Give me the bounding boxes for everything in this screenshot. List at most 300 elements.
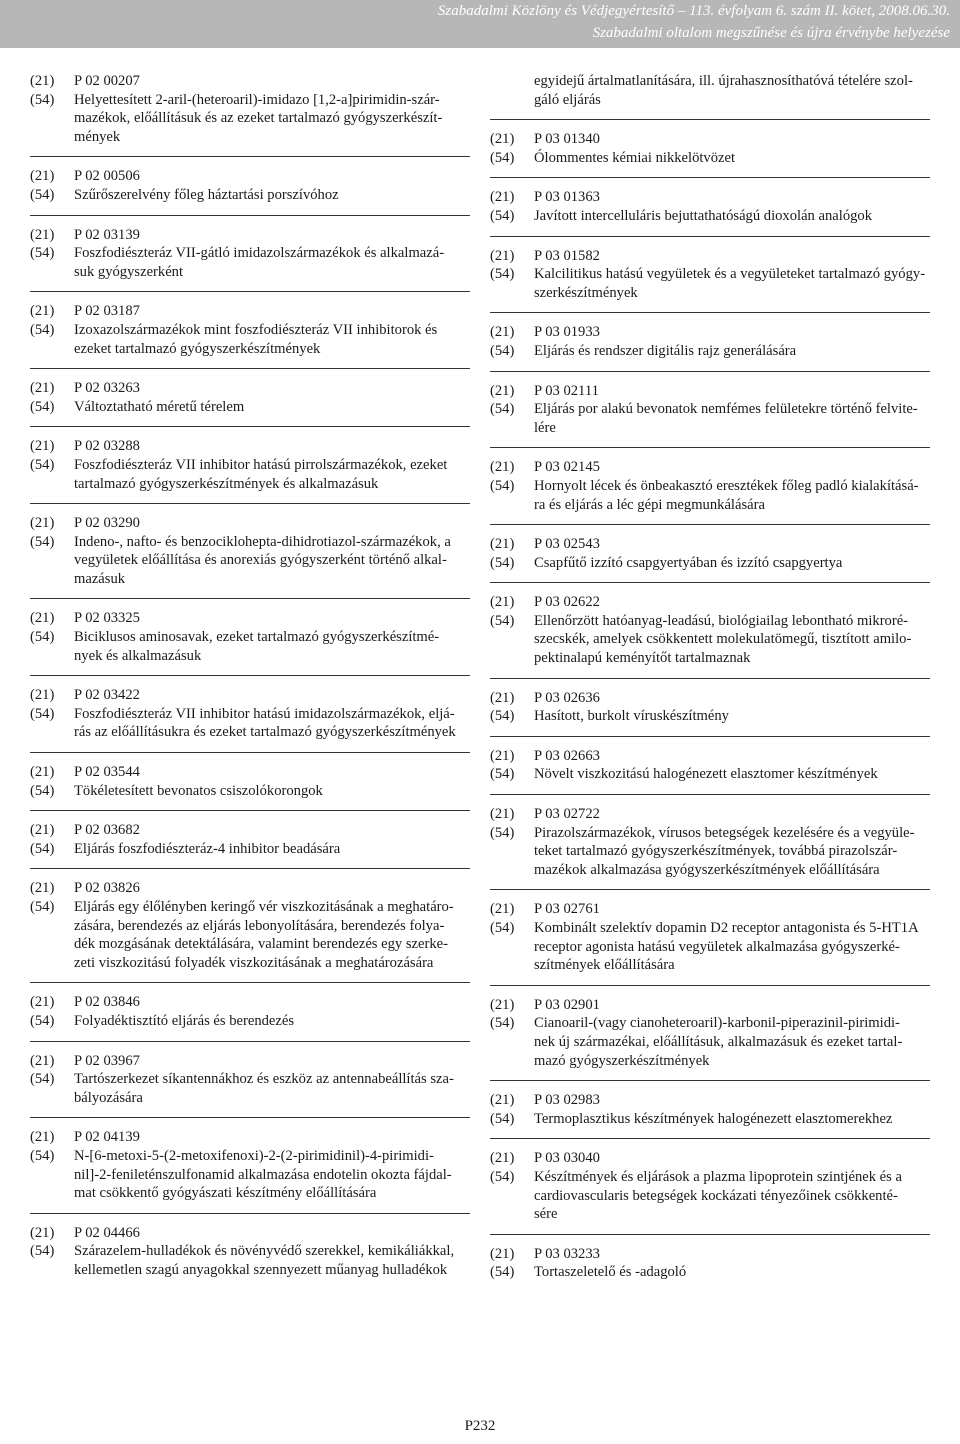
entry-line [30,533,470,552]
field-text: lére [534,419,556,436]
patent-entry [30,167,470,204]
entry-line [490,824,930,843]
entry-line [490,323,930,342]
entry-line [490,1205,930,1224]
entry-line [30,1128,470,1147]
entry-line [490,630,930,649]
field-text: Indeno-, nafto- és benzociklohepta-dihidrotiazol-származékok, a [74,533,451,550]
field-text: P 03 02543 [534,536,600,553]
field-code: (54) [30,245,55,262]
field-code: (21) [30,1129,55,1146]
field-code: (54) [30,1243,55,1260]
field-text: pektinalapú keményítőt tartalmaznak [534,650,751,667]
entry-line [490,938,930,957]
field-code: (54) [30,186,55,203]
field-code: (21) [490,689,515,706]
entry-line [490,382,930,401]
field-text: Ólommentes kémiai nikkelötvözet [534,149,736,166]
field-code: (54) [30,1071,55,1088]
entry-line [490,900,930,919]
entry-line [30,91,470,110]
patent-entry [490,188,930,225]
field-code [30,263,74,282]
separator-rule [490,524,930,525]
field-code: (54) [490,1264,515,1281]
patent-entry [490,805,930,879]
entry-line [30,302,470,321]
field-code: (21) [30,515,55,532]
field-code: (54) [490,1168,515,1185]
field-code: (21) [30,687,55,704]
field-code: (54) [490,708,515,725]
entry-line [30,1052,470,1071]
field-code [490,861,534,880]
entry-line [490,496,930,515]
field-text: P 02 00506 [74,168,140,185]
field-text: P 03 02901 [534,996,600,1013]
entry-line [490,765,930,784]
field-text: Pirazolszármazékok, vírusos betegségek kezelésére és a vegyüle- [534,824,915,841]
patent-entry [30,72,470,146]
field-text: Helyettesített 2-aril-(heteroaril)-imidazo [1,2-a]pirimidin-szár- [74,91,440,108]
field-text: Szárazelem-hulladékok és növényvédő szerekkel, kemikáliákkal, [74,1243,455,1260]
separator-rule [30,291,470,292]
field-text: Foszfodiészteráz VII inhibitor hatású pirrolszármazékok, ezeket [74,456,448,473]
patent-entry [490,1245,930,1282]
entry-line [490,419,930,438]
entry-line [490,1014,930,1033]
field-text: P 02 03288 [74,438,140,455]
patent-entry [490,323,930,360]
entry-line [490,649,930,668]
separator-rule [30,868,470,869]
field-text: P 03 01582 [534,247,600,264]
entry-line [30,1147,470,1166]
separator-rule [30,215,470,216]
patent-entry [490,900,930,974]
field-text: P 03 01933 [534,324,600,341]
field-text: Eljárás és rendszer digitális rajz generálására [534,342,797,359]
patent-entry [30,1224,470,1280]
continued-entry [490,72,930,109]
entry-line [30,244,470,263]
patent-entry [30,379,470,416]
field-code: (21) [30,438,55,455]
field-code: (21) [490,536,515,553]
field-code: (21) [30,994,55,1011]
entry-line [30,821,470,840]
patent-entry [490,593,930,667]
field-text: szerkészítmények [534,284,638,301]
right-column [490,72,930,1282]
separator-rule [490,678,930,679]
separator-rule [30,426,470,427]
field-text: Készítmények és eljárások a plazma lipoprotein szintjének és a [534,1168,902,1185]
field-code [490,284,534,303]
patent-entry [490,747,930,784]
field-code: (21) [490,1150,515,1167]
separator-rule [490,312,930,313]
field-code: (54) [490,342,515,359]
separator-rule [490,794,930,795]
field-text: P 02 03325 [74,610,140,627]
field-code: (54) [490,207,515,224]
entry-line [30,879,470,898]
field-text: P 02 03187 [74,303,140,320]
field-code: (54) [30,456,55,473]
field-text: Biciklusos aminosavak, ezeket tartalmazó gyógyszerkészítmé- [74,629,440,646]
field-text: P 02 03544 [74,764,140,781]
entry-line [490,593,930,612]
left-column [30,72,470,1280]
field-code [30,647,74,666]
entry-line [30,551,470,570]
field-text: teket tartalmazó gyógyszerkészítmények, továbbá pirazolszár- [534,843,898,860]
field-text: P 03 02636 [534,689,600,706]
field-code [30,570,74,589]
field-code [30,128,74,147]
entry-line [490,554,930,573]
patent-entry [30,226,470,282]
field-text: P 03 02111 [534,382,599,399]
field-text: tartalmazó gyógyszerkészítmények és alkalmazásuk [74,475,379,492]
entry-line [30,437,470,456]
field-text: N-[6-metoxi-5-(2-metoxifenoxi)-2-(2-pirimidinil)-4-pirimidi- [74,1147,434,1164]
field-code: (54) [490,612,515,629]
field-code [490,1052,534,1071]
field-text: P 03 02145 [534,459,600,476]
field-code [490,496,534,515]
field-code: (21) [490,131,515,148]
field-text: Kalcilitikus hatású vegyületek és a vegyületeket tartalmazó gyógy- [534,266,926,283]
field-code [30,475,74,494]
entry-line [30,398,470,417]
entry-line [490,458,930,477]
field-code [30,1261,74,1280]
entry-line [490,1168,930,1187]
field-text: mazékok, előállításuk és az ezeket tartalmazó gyógyszerkészít- [74,110,443,127]
field-text: receptor agonista hatású vegyületek alkalmazása gyógyszerké- [534,938,900,955]
patent-entry [30,763,470,800]
entry-line [30,609,470,628]
field-code: (54) [490,477,515,494]
field-text: Hasított, burkolt víruskészítmény [534,708,729,725]
entry-line [490,1110,930,1129]
field-text: Foszfodiészteráz VII-gátló imidazolszármazékok és alkalmazá- [74,245,445,262]
field-code: (21) [490,247,515,264]
patent-entry [490,1149,930,1223]
entry-line [490,956,930,975]
separator-rule [30,598,470,599]
entry-line [30,514,470,533]
entry-line [30,954,470,973]
field-text: ezeket tartalmazó gyógyszerkészítmények [74,340,321,357]
field-text: kellemetlen szagú anyagokkal szennyezett műanyag hulladékok [74,1261,448,1278]
field-code: (21) [490,806,515,823]
field-text: Változtatható méretű térelem [74,398,245,415]
field-code: (54) [30,899,55,915]
field-code: (54) [30,91,55,108]
field-code: (21) [30,764,55,781]
entry-line [30,379,470,398]
entry-line [490,1245,930,1264]
field-text: rás az előállításukra és ezeket tartalmazó gyógyszerkészítmények [74,724,456,741]
entry-line [490,1149,930,1168]
field-code: (21) [490,1245,515,1262]
field-text: P 03 02722 [534,806,600,823]
field-code: (54) [30,1012,55,1029]
field-code: (54) [30,840,55,857]
field-text: P 02 03422 [74,687,140,704]
field-code: (21) [30,380,55,397]
entry-line [30,898,470,917]
field-text: Eljárás foszfodiészteráz-4 inhibitor beadására [74,840,341,857]
patent-entry [30,879,470,972]
entry-line [490,400,930,419]
field-code [490,91,534,110]
field-code: (21) [490,901,515,918]
entry-line [490,477,930,496]
field-code: (54) [490,824,515,841]
field-text: nil]-2-fenileténszulfonamid alkalmazása endotelin okozta fájdal- [74,1166,452,1183]
field-text: P 02 04139 [74,1129,140,1146]
entry-line [30,935,470,954]
entry-line [490,1033,930,1052]
field-text: P 03 01363 [534,189,600,206]
entry-line [30,917,470,936]
entry-line [30,705,470,724]
patent-entry [490,382,930,438]
separator-rule [490,236,930,237]
patent-entry [490,535,930,572]
entry-line [30,1242,470,1261]
field-text: Javított intercelluláris bejuttathatóságú dioxolán analógok [534,207,873,224]
entry-line [490,747,930,766]
field-text: Növelt viszkozitású halogénezett elasztomer készítmények [534,766,878,783]
patent-entry [30,437,470,493]
entry-line [490,91,930,110]
field-text: gáló eljárás [534,91,601,108]
field-text: P 02 03826 [74,880,140,897]
entry-line [490,342,930,361]
field-text: P 03 02983 [534,1092,600,1109]
field-code: (54) [30,533,55,550]
field-code [490,630,534,649]
field-code: (54) [490,149,515,166]
entry-line [490,707,930,726]
field-code: (54) [490,1015,515,1032]
field-text: Folyadéktisztító eljárás és berendezés [74,1012,295,1029]
field-text: P 03 01340 [534,131,600,148]
field-text: mazó gyógyszerkészítmények [534,1052,710,1069]
field-code: (21) [490,1092,515,1109]
entry-line [30,475,470,494]
field-code [490,1205,534,1224]
entry-line [490,842,930,861]
field-code: (54) [490,766,515,783]
entry-line [490,72,930,91]
separator-rule [30,1117,470,1118]
page-number: P232 [464,1418,496,1434]
entry-line [490,284,930,303]
field-text: mények [74,128,121,145]
field-code [490,1033,534,1052]
field-text: Termoplasztikus készítmények halogénezett elasztomerekhez [534,1110,893,1127]
entry-line [30,1089,470,1108]
entry-line [490,207,930,226]
journal-title: Szabadalmi Közlöny és Védjegyértesítő – 113. évfolyam 6. szám II. kötet, 2008.06.30. [437,3,950,19]
entry-line [30,1224,470,1243]
entry-line [30,840,470,859]
field-text: bályozására [74,1089,143,1106]
field-text: P 03 02663 [534,747,600,764]
entry-line [490,1091,930,1110]
field-text: cardiovascularis betegségek kockázati tényezőinek csökkenté- [534,1187,898,1204]
field-code [30,551,74,570]
field-text: egyidejű ártalmatlanítására, ill. újrahasznosíthatóvá tételére szol- [534,73,913,89]
field-text: Hornyolt lécek és önbeakasztó eresztékek főleg padló kialakításá- [534,477,919,494]
patent-entry [490,689,930,726]
entry-line [490,861,930,880]
header-band [0,0,960,48]
entry-line [490,265,930,284]
field-code [490,1187,534,1206]
entry-line [490,1187,930,1206]
entry-line [30,109,470,128]
field-text: ra és eljárás a léc gépi megmunkálására [534,496,765,513]
separator-rule [490,371,930,372]
field-code: (21) [490,189,515,206]
field-text: P 02 03682 [74,822,140,839]
field-code: (21) [30,226,55,243]
patent-entry [30,302,470,358]
entry-line [490,130,930,149]
field-text: Tökéletesített bevonatos csiszolókorongok [74,782,323,799]
entry-line [30,723,470,742]
entry-line [30,128,470,147]
separator-rule [30,810,470,811]
entry-line [490,996,930,1015]
entry-line [490,805,930,824]
entry-line [490,247,930,266]
separator-rule [490,1138,930,1139]
separator-rule [30,503,470,504]
field-text: P 02 03263 [74,380,140,397]
separator-rule [490,736,930,737]
field-text: Foszfodiészteráz VII inhibitor hatású imidazolszármazékok, eljá- [74,705,455,722]
field-text: vegyületek előállítása és anorexiás gyógyszerként történő alkal- [74,552,447,569]
field-code [490,842,534,861]
separator-rule [490,889,930,890]
field-code [490,649,534,668]
field-code: (21) [30,73,55,89]
patent-entry [30,821,470,858]
entry-line [30,1261,470,1280]
entry-line [30,993,470,1012]
patent-entry [490,130,930,167]
field-text: P 03 02622 [534,594,600,611]
field-code [30,1166,74,1185]
entry-line [490,1263,930,1282]
entry-line [30,570,470,589]
separator-rule [490,582,930,583]
patent-entry [490,1091,930,1128]
field-code [30,109,74,128]
separator-rule [30,1041,470,1042]
entry-line [490,612,930,631]
field-text: Eljárás egy élőlényben keringő vér viszkozitásának a meghatáro- [74,899,454,915]
field-text: Eljárás por alakú bevonatok nemfémes felületekre történő felvite- [534,401,918,418]
entry-line [30,782,470,801]
field-code: (21) [490,459,515,476]
field-code: (21) [30,1224,55,1241]
patent-entry [30,993,470,1030]
field-code: (54) [490,554,515,571]
field-text: P 02 00207 [74,73,140,89]
entry-line [30,1166,470,1185]
field-text: P 03 03040 [534,1150,600,1167]
entry-line [30,763,470,782]
field-code: (21) [490,747,515,764]
entry-line [30,1012,470,1031]
field-code: (21) [490,594,515,611]
entry-line [30,340,470,359]
field-code: (21) [30,303,55,320]
field-text: Cianoaril-(vagy cianoheteroaril)-karbonil-piperazinil-pirimidi- [534,1015,900,1032]
field-text: nek új származékai, előállításuk, alkalmazásuk és ezeket tartal- [534,1033,903,1050]
field-text: Szűrőszerelvény főleg háztartási porszívóhoz [74,186,339,203]
field-code [30,340,74,359]
field-text: P 02 03139 [74,226,140,243]
field-code [30,723,74,742]
entry-line [30,72,470,91]
field-text: P 02 03846 [74,994,140,1011]
field-code: (54) [490,266,515,283]
separator-rule [30,1213,470,1214]
field-code [30,1089,74,1108]
separator-rule [490,1080,930,1081]
separator-rule [490,119,930,120]
entry-line [30,628,470,647]
field-code: (54) [490,401,515,418]
field-code: (54) [30,1147,55,1164]
field-text: mazásuk [74,570,126,587]
patent-entry [490,458,930,514]
field-text: Kombinált szelektív dopamin D2 receptor antagonista és 5-HT1A [534,920,919,936]
field-code: (21) [30,880,55,897]
entry-line [30,263,470,282]
patent-entry [30,514,470,588]
field-text: mat csökkentő gyógyászati készítmény előállítására [74,1185,377,1202]
field-code [490,72,534,91]
section-title: Szabadalmi oltalom megszűnése és újra érvénybe helyezése [592,25,950,41]
entry-line [30,226,470,245]
field-code: (21) [30,610,55,627]
entry-line [490,188,930,207]
separator-rule [490,177,930,178]
field-code: (54) [30,321,55,338]
field-text: P 02 03967 [74,1052,140,1069]
entry-line [30,647,470,666]
field-text: P 02 04466 [74,1224,140,1241]
field-text: mazékok alkalmazása gyógyszerkészítmények előállítására [534,861,880,878]
entry-line [30,686,470,705]
patent-entry [490,247,930,303]
entry-line [30,456,470,475]
entry-line [30,167,470,186]
entry-line [490,149,930,168]
field-text: Csapfűtő izzító csapgyertyában és izzító csapgyertya [534,554,843,571]
